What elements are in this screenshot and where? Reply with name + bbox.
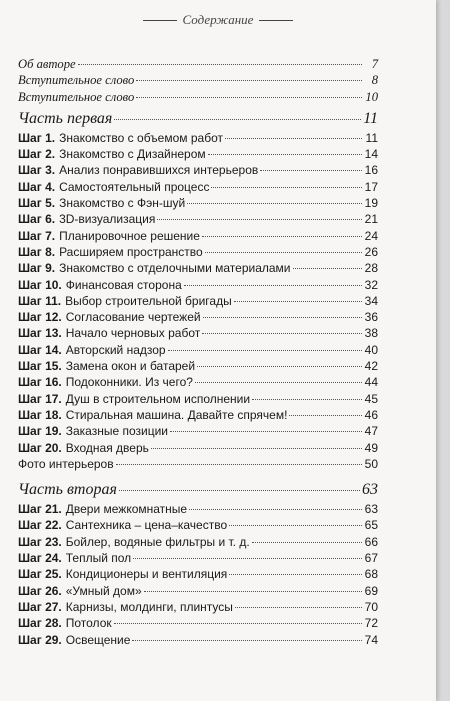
toc-entry-step[interactable] [18, 600, 378, 616]
dot-leader [234, 301, 362, 302]
page-number: 36 [364, 310, 378, 325]
step-title: Согласование чертежей [65, 310, 201, 325]
dot-leader [235, 607, 362, 608]
step-title: Стиральная машина. Давайте спрячем! [65, 407, 288, 422]
step-title: Знакомство с Фэн-шуй [59, 196, 186, 211]
toc-entry-step[interactable] [18, 245, 378, 261]
toc-entry[interactable] [18, 90, 378, 106]
page-number: 16 [364, 163, 378, 178]
dot-leader [202, 333, 362, 334]
toc-entry-step[interactable] [18, 633, 378, 649]
page-number: 45 [364, 391, 378, 406]
header-rule-right [259, 20, 293, 21]
page-number: 10 [365, 89, 378, 104]
page-number: 47 [364, 424, 378, 439]
dot-leader [116, 464, 362, 465]
toc-entry-step[interactable] [18, 212, 378, 228]
step-title: Знакомство с Дизайнером [59, 147, 206, 162]
step-label: Шаг 12. [18, 310, 62, 325]
step-label: Шаг 20. [18, 440, 62, 455]
step-title: Планировочное решение [59, 228, 200, 243]
part-one-intro-list [18, 57, 378, 106]
dot-leader [229, 525, 362, 526]
page-number: 11 [365, 130, 378, 145]
page-number: 68 [364, 567, 378, 582]
step-title: Бойлер, водяные фильтры и т. д. [65, 534, 250, 549]
entry-title [18, 278, 182, 292]
entry-title [18, 408, 287, 422]
toc-entry[interactable] [18, 57, 378, 73]
toc-entry-step[interactable] [18, 229, 378, 245]
part-one-heading[interactable] [18, 110, 378, 131]
entry-title [18, 359, 195, 373]
dot-leader [229, 574, 362, 575]
toc-entry-step[interactable] [18, 310, 378, 326]
toc-entry-step[interactable] [18, 196, 378, 212]
page-number: 67 [364, 551, 378, 566]
dot-leader [205, 252, 362, 253]
page-number: 14 [364, 147, 378, 162]
part-one-steps-list [18, 131, 378, 457]
dot-leader [203, 317, 362, 318]
entry-title [18, 375, 193, 389]
toc-entry-photos[interactable] [18, 457, 378, 473]
entry-title [18, 229, 200, 243]
page-number: 24 [364, 228, 378, 243]
dot-leader [136, 80, 362, 81]
step-title: Авторский надзор [65, 342, 166, 357]
entry-title: Об авторе [18, 57, 76, 71]
step-label: Шаг 17. [18, 391, 62, 406]
dot-leader [114, 119, 361, 120]
page-number: 70 [364, 599, 378, 614]
entry-title [18, 551, 131, 565]
step-title: Освещение [65, 632, 131, 647]
step-label: Шаг 22. [18, 518, 62, 533]
toc-entry-step[interactable] [18, 278, 378, 294]
step-title: Начало черновых работ [65, 326, 201, 341]
entry-title [18, 392, 250, 406]
entry-title [18, 535, 250, 549]
page-number: 28 [364, 261, 378, 276]
step-label: Шаг 24. [18, 551, 62, 566]
entry-title: Вступительное слово [18, 89, 135, 104]
step-label: Шаг 23. [18, 534, 62, 549]
page-number: 46 [364, 407, 378, 422]
page-number: 26 [364, 244, 378, 259]
step-label: Шаг 27. [18, 599, 62, 614]
step-title: 3D-визуализация [59, 212, 156, 227]
step-label: Шаг 6. [18, 212, 56, 227]
entry-title [18, 616, 112, 630]
step-title: Теплый пол [65, 551, 132, 566]
toc-entry[interactable] [18, 73, 378, 89]
step-label: Шаг 10. [18, 277, 62, 292]
table-of-contents [18, 57, 378, 649]
dot-leader [184, 285, 362, 286]
entry-title [18, 633, 130, 647]
dot-leader [197, 366, 362, 367]
step-label: Шаг 11. [18, 293, 62, 308]
step-label: Шаг 19. [18, 424, 62, 439]
step-label: Шаг 28. [18, 616, 62, 631]
page-number: 34 [364, 293, 378, 308]
page-number: 65 [364, 518, 378, 533]
entry-title [18, 567, 227, 581]
dot-leader [225, 138, 362, 139]
page-number: 11 [363, 109, 378, 127]
header-rule-left [143, 20, 177, 21]
toc-entry-step[interactable] [18, 294, 378, 310]
entry-title [18, 441, 149, 455]
step-title: Знакомство с объемом работ [59, 130, 223, 145]
step-title: Душ в строительном исполнении [65, 391, 251, 406]
step-title: Кондиционеры и вентиляция [65, 567, 228, 582]
step-label: Шаг 26. [18, 583, 62, 598]
dot-leader [157, 219, 362, 220]
step-title: Анализ понравившихся интерьеров [59, 163, 259, 178]
dot-leader [293, 268, 362, 269]
step-label: Шаг 16. [18, 375, 62, 390]
step-title: Входная дверь [65, 440, 149, 455]
step-label: Шаг 14. [18, 342, 62, 357]
page-number: 49 [364, 440, 378, 455]
page-number: 63 [364, 502, 378, 517]
step-title: Заказные позиции [65, 424, 169, 439]
dot-leader [114, 623, 362, 624]
toc-entry-step[interactable] [18, 616, 378, 632]
dot-leader [187, 203, 362, 204]
step-label: Шаг 25. [18, 567, 62, 582]
entry-title [18, 212, 155, 226]
step-label: Шаг 8. [18, 244, 56, 259]
toc-entry-step[interactable] [18, 424, 378, 440]
toc-entry-step[interactable] [18, 359, 378, 375]
entry-title [18, 343, 166, 357]
dot-leader [208, 154, 362, 155]
page-number: 38 [364, 326, 378, 341]
dot-leader [168, 350, 362, 351]
dot-leader [133, 558, 362, 559]
toc-entry-step[interactable] [18, 408, 378, 424]
dot-leader [136, 97, 362, 98]
entry-title [18, 245, 203, 259]
step-label: Шаг 9. [18, 261, 56, 276]
entry-title [18, 326, 200, 340]
step-title: Потолок [65, 616, 112, 631]
toc-entry-step[interactable] [18, 180, 378, 196]
step-label: Шаг 18. [18, 407, 62, 422]
step-label: Шаг 3. [18, 163, 56, 178]
page-number: 74 [364, 632, 378, 647]
step-title: «Умный дом» [65, 583, 142, 598]
step-title: Знакомство с отделочными материалами [59, 261, 291, 276]
entry-title: Вступительное слово [18, 73, 135, 88]
toc-entry-step[interactable] [18, 163, 378, 179]
dot-leader [144, 591, 362, 592]
entry-title [18, 261, 291, 275]
toc-entry-step[interactable] [18, 147, 378, 163]
page-number: 72 [364, 616, 378, 631]
step-title: Самостоятельный процесс [59, 179, 210, 194]
step-label: Шаг 7. [18, 228, 56, 243]
page-number: 69 [364, 583, 378, 598]
step-title: Замена окон и батарей [65, 359, 196, 374]
entry-title [18, 502, 187, 516]
part-title: Часть вторая [18, 481, 117, 499]
entry-title [18, 163, 258, 177]
toc-entry-step[interactable] [18, 551, 378, 567]
step-title: Выбор строительной бригады [65, 293, 232, 308]
step-title: Расширяем пространство [59, 244, 203, 259]
page-number: 66 [364, 534, 378, 549]
page-number: 8 [371, 73, 378, 88]
page-number: 32 [364, 277, 378, 292]
part-two-heading[interactable] [18, 481, 378, 502]
toc-entry-step[interactable] [18, 261, 378, 277]
step-title: Сантехника – цена–качество [65, 518, 228, 533]
dot-leader [132, 640, 362, 641]
toc-entry-step[interactable] [18, 567, 378, 583]
toc-entry-step[interactable] [18, 584, 378, 600]
entry-title [18, 584, 142, 598]
page-number: 21 [364, 212, 378, 227]
dot-leader [289, 415, 362, 416]
entry-title [18, 424, 168, 438]
dot-leader [202, 236, 362, 237]
step-title: Карнизы, молдинги, плинтусы [65, 599, 233, 614]
dot-leader [78, 64, 362, 65]
entry-title [18, 131, 223, 145]
entry-title [18, 294, 232, 308]
dot-leader [195, 382, 362, 383]
page-number: 7 [371, 57, 378, 71]
toc-entry-step[interactable] [18, 441, 378, 457]
step-label: Шаг 13. [18, 326, 62, 341]
entry-title [18, 147, 206, 161]
toc-entry-step[interactable] [18, 326, 378, 342]
page-number: 42 [364, 359, 378, 374]
step-label: Шаг 4. [18, 179, 56, 194]
toc-entry-step[interactable] [18, 518, 378, 534]
part-two-steps-list [18, 502, 378, 649]
dot-leader [252, 399, 362, 400]
step-label: Шаг 2. [18, 147, 56, 162]
entry-title [18, 518, 227, 532]
dot-leader [189, 509, 362, 510]
entry-title [18, 600, 233, 614]
page-number: 63 [362, 481, 378, 499]
step-label: Шаг 1. [18, 130, 56, 145]
step-label: Шаг 5. [18, 196, 56, 211]
toc-entry-step[interactable] [18, 375, 378, 391]
page-number: 40 [364, 342, 378, 357]
toc-entry-step[interactable] [18, 502, 378, 518]
toc-entry-step[interactable] [18, 392, 378, 408]
dot-leader [151, 448, 362, 449]
page-number: 17 [364, 179, 378, 194]
page-number: 44 [364, 375, 378, 390]
part-title: Часть первая [18, 109, 113, 127]
entry-title [18, 180, 209, 194]
step-label: Шаг 21. [18, 502, 62, 517]
step-title: Финансовая сторона [65, 277, 182, 292]
page-title: Содержание [182, 12, 254, 27]
page-number: 19 [364, 196, 378, 211]
toc-entry-step[interactable] [18, 343, 378, 359]
step-title: Подоконники. Из чего? [65, 375, 193, 390]
entry-title [18, 310, 201, 324]
dot-leader [119, 490, 360, 491]
dot-leader [170, 431, 362, 432]
step-label: Шаг 29. [18, 632, 62, 647]
dot-leader [252, 542, 362, 543]
page-number: 50 [364, 456, 378, 471]
step-title: Двери межкомнатные [65, 502, 188, 517]
dot-leader [260, 170, 362, 171]
toc-entry-step[interactable] [18, 535, 378, 551]
dot-leader [211, 187, 362, 188]
page-header [0, 12, 436, 28]
toc-entry-step[interactable] [18, 131, 378, 147]
step-label: Шаг 15. [18, 359, 62, 374]
entry-title [18, 196, 185, 210]
entry-title: Фото интерьеров [18, 456, 114, 471]
